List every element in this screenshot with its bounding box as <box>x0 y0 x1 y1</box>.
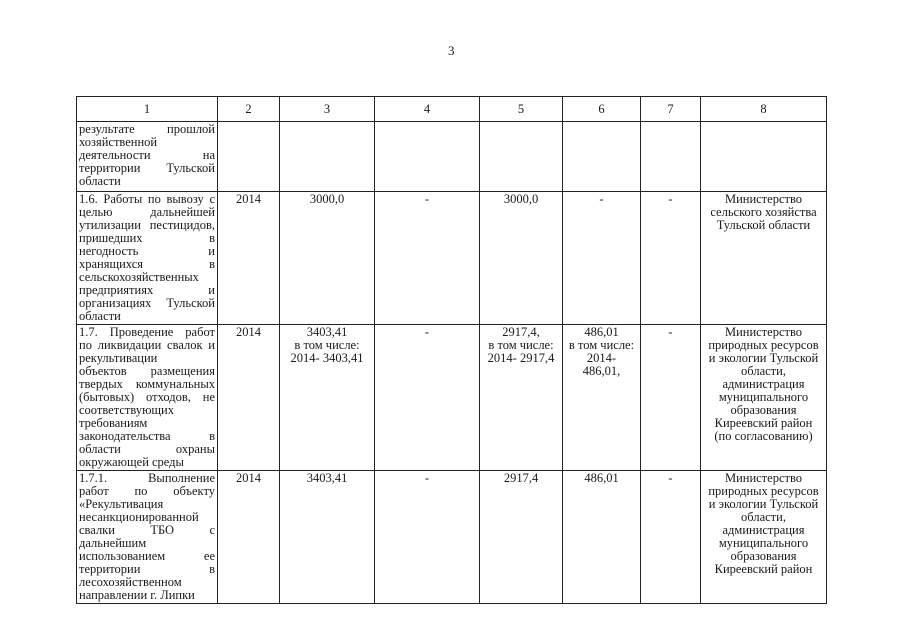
cell-line: 486,01 <box>584 471 619 485</box>
cell-line: целью дальнейшей <box>79 205 215 219</box>
table-row <box>77 325 827 471</box>
cell-line: в том числе: <box>294 338 360 352</box>
cell-line: в том числе: <box>568 338 635 352</box>
cell-line: использованием ее <box>79 549 215 563</box>
cell-line: (по согласованию) <box>714 429 813 443</box>
cell-line: территории в <box>79 562 215 576</box>
cell-col-4 <box>375 325 480 471</box>
cell-line: 1.7.1. Выполнение <box>79 471 215 485</box>
cell-line: области <box>79 309 121 323</box>
cell-line: 1.6. Работы по вывозу с <box>79 192 215 206</box>
table-row <box>77 122 827 192</box>
header-row <box>77 97 827 122</box>
cell-col-4 <box>375 471 480 604</box>
cell-line: результате прошлой <box>79 122 215 136</box>
cell-text: - <box>424 192 430 206</box>
cell-line: 486,01 <box>584 325 619 339</box>
cell-line: дальнейшим <box>79 536 147 550</box>
cell-line: соответствующих <box>79 403 174 417</box>
cell-line: образования <box>730 549 797 563</box>
cell-line: сельского хозяйства <box>710 205 817 219</box>
cell-col-2 <box>218 122 280 192</box>
cell-line: лесохозяйственном <box>79 575 182 589</box>
cell-col-5 <box>480 325 563 471</box>
cell-text: 2014 <box>236 471 261 485</box>
cell-line: организациях Тульской <box>79 296 215 310</box>
cell-col-8 <box>701 122 827 192</box>
cell-line: твердых коммунальных <box>79 377 215 391</box>
column-header-7: 7 <box>641 97 701 122</box>
column-header-6: 6 <box>563 97 641 122</box>
cell-line: предприятиях и <box>79 283 215 297</box>
cell-line: в том числе: <box>488 338 554 352</box>
cell-line: хозяйственной <box>79 135 158 149</box>
cell-col-1 <box>77 122 218 192</box>
cell-line: направлении г. Липки <box>79 588 195 602</box>
cell-col-7 <box>641 122 701 192</box>
cell-col-2 <box>218 471 280 604</box>
cell-line: окружающей среды <box>79 455 184 469</box>
cell-line: объектов размещения <box>79 364 215 378</box>
cell-line: Тульской области <box>716 218 811 232</box>
cell-line: законодательства в <box>79 429 215 443</box>
page-number: 3 <box>448 43 455 58</box>
cell-line: «Рекультивация <box>79 497 164 511</box>
cell-line: 2014- 3403,41 <box>290 351 364 365</box>
cell-text: - <box>668 325 673 339</box>
column-header-5: 5 <box>480 97 563 122</box>
cell-col-5 <box>480 471 563 604</box>
cell-line: пришедших в <box>79 231 215 245</box>
cell-line: и экологии Тульской <box>708 497 819 511</box>
cell-line: Киреевский район <box>714 562 813 576</box>
cell-line: администрация <box>722 523 805 537</box>
column-header-1: 1 <box>77 97 218 122</box>
cell-col-6 <box>563 192 641 325</box>
cell-col-8 <box>701 325 827 471</box>
cell-line: 3000,0 <box>503 192 539 206</box>
cell-line: области, <box>741 510 786 524</box>
cell-line: муниципального <box>718 536 809 550</box>
cell-col-2 <box>218 192 280 325</box>
cell-line: администрация <box>722 377 805 391</box>
cell-line: 3403,41 <box>306 325 348 339</box>
cell-text: - <box>424 471 430 485</box>
cell-text: 2014 <box>236 192 261 206</box>
cell-col-6 <box>563 325 641 471</box>
cell-text: - <box>424 325 430 339</box>
cell-line: Киреевский район <box>714 416 813 430</box>
cell-col-7 <box>641 192 701 325</box>
cell-col-6 <box>563 471 641 604</box>
cell-col-8 <box>701 192 827 325</box>
cell-line: 1.7. Проведение работ <box>79 325 215 339</box>
cell-text: - <box>668 471 673 485</box>
cell-line: и экологии Тульской <box>708 351 819 365</box>
cell-line: области охраны <box>79 442 215 456</box>
column-header-4: 4 <box>375 97 480 122</box>
cell-line: - <box>599 192 604 206</box>
cell-line: свалки ТБО с <box>79 523 215 537</box>
cell-col-2 <box>218 325 280 471</box>
cell-line: природных ресурсов <box>708 484 819 498</box>
cell-line: по ликвидации свалок и <box>79 338 215 352</box>
cell-col-5 <box>480 192 563 325</box>
table-row <box>77 192 827 325</box>
cell-col-6 <box>563 122 641 192</box>
cell-line: требованиям <box>79 416 148 430</box>
cell-col-7 <box>641 471 701 604</box>
column-header-8: 8 <box>701 97 827 122</box>
cell-line: природных ресурсов <box>708 338 819 352</box>
cell-col-4 <box>375 192 480 325</box>
cell-col-3 <box>280 192 375 325</box>
cell-line: Министерство <box>724 325 803 339</box>
cell-col-1 <box>77 325 218 471</box>
column-header-3: 3 <box>280 97 375 122</box>
cell-line: хранящихся в <box>79 257 215 271</box>
cell-line: образования <box>730 403 797 417</box>
cell-col-7 <box>641 325 701 471</box>
cell-line: Министерство <box>724 471 803 485</box>
cell-line: 486,01, <box>582 364 621 378</box>
cell-line: 2917,4 <box>503 471 539 485</box>
cell-line: (бытовых) отходов, не <box>79 390 215 404</box>
cell-line: муниципального <box>718 390 809 404</box>
cell-line: работ по объекту <box>79 484 215 498</box>
cell-col-3 <box>280 325 375 471</box>
cell-line: негодность и <box>79 244 215 258</box>
cell-line: деятельности на <box>79 148 215 162</box>
cell-line: области <box>79 174 121 188</box>
cell-line: сельскохозяйственных <box>79 270 199 284</box>
cell-line: территории Тульской <box>79 161 215 175</box>
cell-col-4 <box>375 122 480 192</box>
cell-text: - <box>668 192 673 206</box>
cell-line: 3000,0 <box>309 192 345 206</box>
column-header-2: 2 <box>218 97 280 122</box>
data-table <box>76 96 827 604</box>
cell-col-1 <box>77 471 218 604</box>
cell-line: 2014- 2917,4 <box>487 351 555 365</box>
cell-line: утилизации пестицидов, <box>79 218 215 232</box>
cell-col-1 <box>77 192 218 325</box>
cell-col-5 <box>480 122 563 192</box>
cell-line: 2014- <box>586 351 617 365</box>
cell-col-8 <box>701 471 827 604</box>
cell-col-3 <box>280 122 375 192</box>
cell-line: 3403,41 <box>306 471 348 485</box>
cell-line: рекультивации <box>79 351 158 365</box>
cell-text: 2014 <box>236 325 261 339</box>
cell-line: Министерство <box>724 192 803 206</box>
cell-line: несанкционированной <box>79 510 199 524</box>
cell-line: 2917,4, <box>502 325 540 339</box>
cell-line: области, <box>741 364 786 378</box>
table-row <box>77 471 827 604</box>
cell-col-3 <box>280 471 375 604</box>
